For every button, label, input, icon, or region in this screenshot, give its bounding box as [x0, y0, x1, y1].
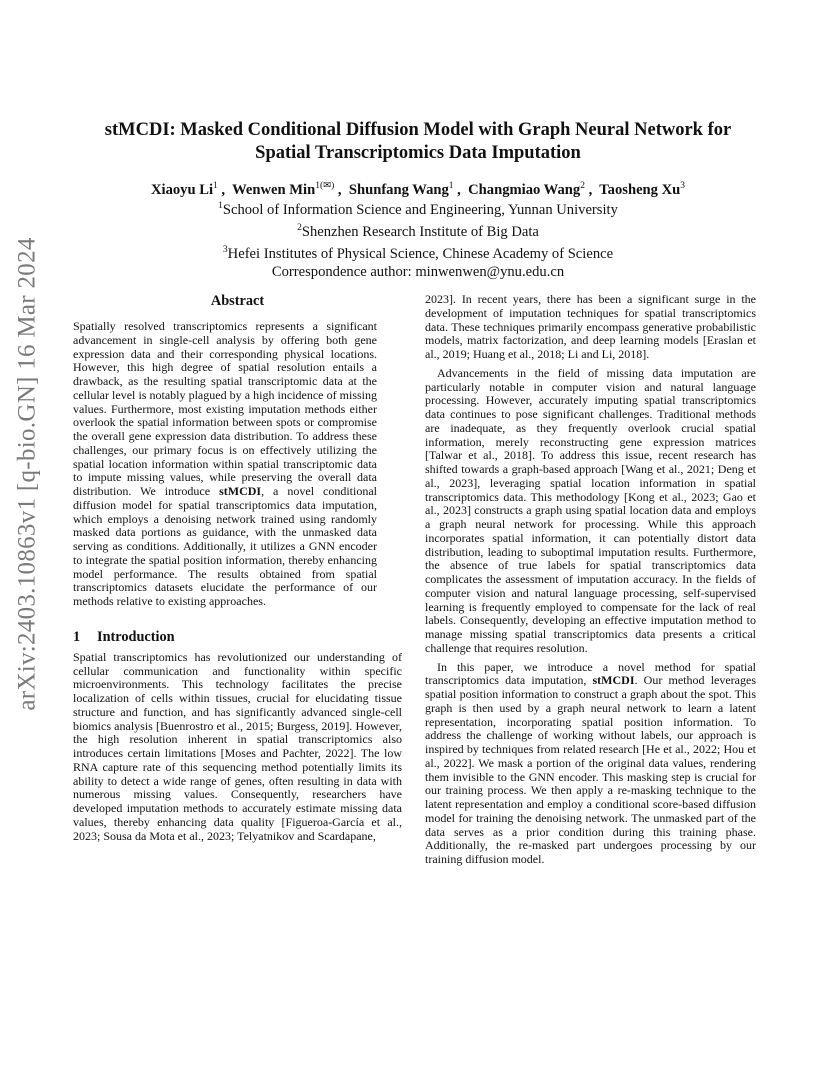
correspondence-line: Correspondence author: minwenwen@ynu.edu.cn: [271, 264, 565, 281]
intro-paragraph-3: In this paper, we introduce a novel method for spatial transcriptomics data imputation, stMCDI. Our method leverages spatial position information to construct a graph about the spot. This graph is then used by a graph neural network to learn a latent representation, incorporating spatial position information. To address the challenge of working without labels, our approach is inspired by techniques from related research [He et al., 2022; Hou et al., 2022]. We mask a portion of the original data values, rendering them invisible to the GNN encoder. This masking step is crucial for our training process. We then apply a re-masking technique to the latent representation and employ a conditional score-based diffusion model for training the denoising network. The unmasked part of the data serves as a prior condition during this training phase. Additionally, the re-masked part undergoes processing by our training diffusion model.: [425, 659, 756, 866]
left-column: [73, 293, 402, 843]
title-line-1: stMCDI: Masked Conditional Diffusion Model with Graph Neural Network for: [104, 120, 732, 140]
author: Shunfang Wang$^1$: [348, 181, 454, 198]
section-heading-introduction: [73, 629, 402, 645]
section-number: 1: [73, 628, 81, 645]
intro-paragraph-1: Spatial transcriptomics has revolutionized our understanding of cellular communication and functionality within specific microenvironments. This technology facilitates the precise localization of cells within tissues, crucial for elucidating tissue structure and function, and has significantly advanced single-cell biomics analysis [Buenrostro et al., 2015; Burgess, 2019]. However, the high resolution inherent in spatial transcriptomics also introduces certain limitations [Moses and Pachter, 2022]. The low RNA capture rate of this sequencing method potentially limits its ability to detect a wide range of genes, often resulting in data with numerous missing values. Consequently, researchers have developed imputation methods to accurately estimate missing data values, thereby enhancing data quality [Figueroa-García et al., 2023; Sousa da Mota et al., 2023; Telyatnikov and Scardapane,: [73, 649, 402, 843]
affiliation: $^2$Shenzhen Research Institute of Big Data: [297, 223, 539, 240]
right-column: [425, 293, 756, 867]
author: Taosheng Xu$^3$: [599, 181, 686, 198]
author-list: Xiaoyu Li$^1$ , Wenwen Min$^{1(✉)}$ , Shunfang Wang$^1$ , Changmiao Wang$^2$ , Taosheng Xu$^3$: [150, 181, 686, 198]
affiliation: $^1$School of Information Science and Engineering, Yunnan University: [218, 201, 618, 218]
author: Wenwen Min$^{1(✉)}$: [232, 181, 335, 198]
paper-title: [60, 119, 776, 165]
intro-paragraph-1-continued: 2023]. In recent years, there has been a significant surge in the development of imputation techniques for spatial transcriptomics data. These techniques primarily encompass generative probabilistic models, matrix factorization, and deep learning models [Eraslan et al., 2019; Huang et al., 2018; Li and Li, 2018].: [425, 292, 756, 361]
author: Changmiao Wang$^2$: [468, 181, 585, 198]
affiliation: $^3$Hefei Institutes of Physical Science, Chinese Academy of Science: [222, 245, 614, 262]
title-line-2: Spatial Transcriptomics Data Imputation: [255, 143, 581, 163]
arxiv-stamp: [8, 237, 48, 711]
abstract-text: Spatially resolved transcriptomics represents a significant advancement in single-cell analysis by offering both gene expression data and their corresponding physical locations. However, this high degree of spatial resolution entails a drawback, as the resulting spatial transcriptomic data at the cellular level is notably plagued by a high incidence of missing values. Furthermore, most existing imputation methods either overlook the spatial information between spots or compromise the overall gene expression data distribution. To address these challenges, our primary focus is on effectively utilizing the spatial location information within spatial transcriptomic data to impute missing values, while preserving the overall data distribution. We introduce stMCDI, a novel conditional diffusion model for spatial transcriptomics data imputation, which employs a denoising network trained using randomly masked data portions as guidance, with the unmasked data serving as conditions. Additionally, it utilizes a GNN encoder to integrate the spatial position information, thereby enhancing model performance. The results obtained from spatial transcriptomics datasets elucidate the performance of our methods relative to existing approaches.: [73, 319, 377, 608]
abstract-heading: Abstract: [210, 293, 265, 309]
affiliations: [60, 197, 776, 281]
author: Xiaoyu Li$^1$: [150, 181, 218, 198]
section-title: Introduction: [97, 628, 175, 645]
arxiv-identifier: arXiv:2403.10863v1 [q-bio.GN] 16 Mar 2024: [14, 237, 42, 711]
intro-paragraph-2: Advancements in the field of missing data imputation are particularly notable in computer vision and natural language processing. However, accurately imputing spatial transcriptomics data continues to pose significant challenges. Traditional methods are inadequate, as they frequently overlook crucial spatial information, merely reconstructing gene expression matrices [Talwar et al., 2018]. To address this issue, recent research has shifted towards a graph-based approach [Wang et al., 2021; Deng et al., 2023], leveraging spatial location information in spatial transcriptomics data. This methodology [Kong et al., 2023; Gao et al., 2023] constructs a graph using spatial location data and employs a graph neural network for processing. While this approach incorporates spatial information, it can potentially distort data distribution, leading to suboptimal imputation results. Furthermore, the absence of true labels for spatial transcriptomics data complicates the assessment of imputation accuracy. In the fields of computer vision and natural language processing, self-supervised learning is frequently employed to compensate for the lack of real labels. Consequently, developing an effective imputation method to manage missing spatial transcriptomics data presents a critical challenge that requires resolution.: [425, 365, 756, 655]
